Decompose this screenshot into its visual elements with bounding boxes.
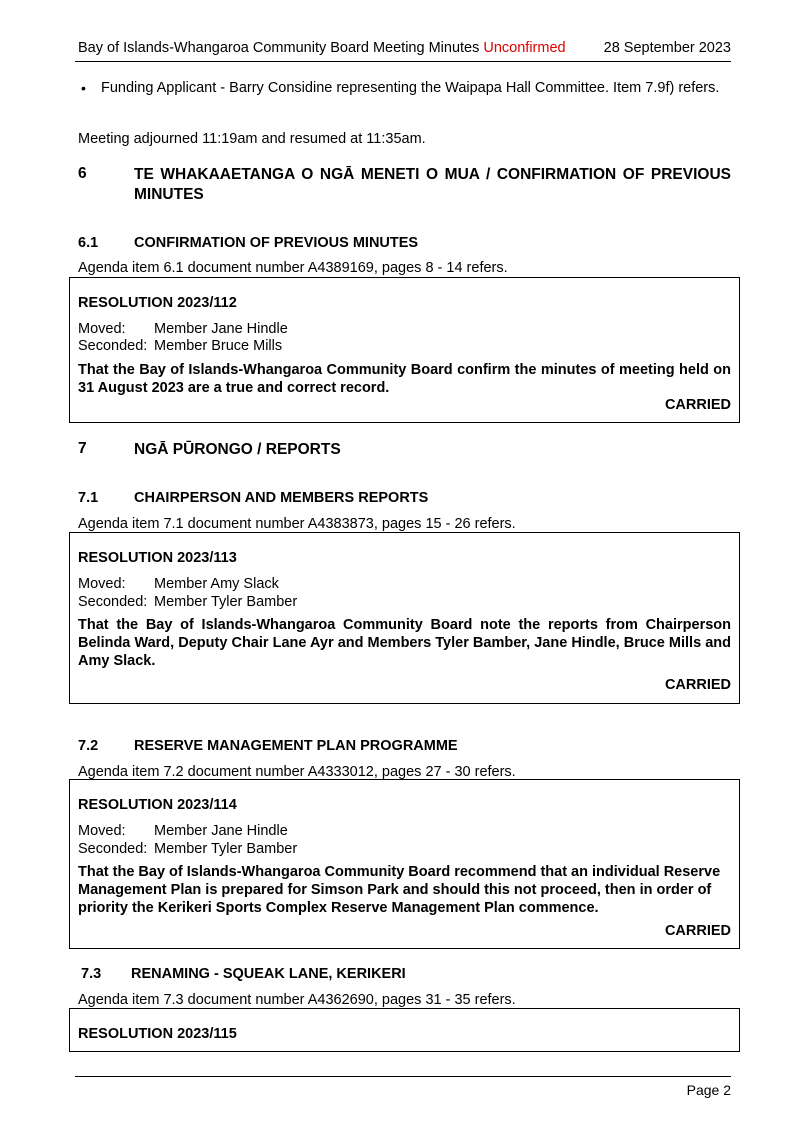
header-date: 28 September 2023 bbox=[603, 40, 731, 56]
seconded-label: Seconded: bbox=[78, 841, 148, 857]
adjourned-text: Meeting adjourned 11:19am and resumed at 11:35am. bbox=[78, 131, 426, 147]
header-meeting-name: Bay of Islands-Whangaroa Community Board Meeting Minutes bbox=[78, 40, 480, 56]
resolution-text: That the Bay of Islands-Whangaroa Community Board recommend that an individual Reserve Management Plan is prepared for Simson Park and should this not proceed, then in order of priority the Kerikeri Sports Complex Reserve Management Plan commence. bbox=[78, 864, 721, 916]
header-title bbox=[78, 40, 566, 56]
resolution-number: RESOLUTION 2023/113 bbox=[78, 550, 237, 566]
item-6-1-number: 6.1 bbox=[78, 235, 99, 251]
section-7-title: NGĀ PŪRONGO / REPORTS bbox=[134, 441, 341, 458]
item-7-2-number: 7.2 bbox=[78, 738, 99, 754]
item-7-2-agenda: Agenda item 7.2 document number A4333012, pages 27 - 30 refers. bbox=[78, 764, 516, 780]
carried-label: CARRIED bbox=[664, 397, 731, 413]
seconded-value: Member Bruce Mills bbox=[154, 338, 283, 354]
moved-value: Member Jane Hindle bbox=[154, 823, 288, 839]
item-6-1-agenda: Agenda item 6.1 document number A4389169, pages 8 - 14 refers. bbox=[78, 260, 508, 276]
unconfirmed-label: Unconfirmed bbox=[483, 40, 566, 56]
section-7-number: 7 bbox=[78, 440, 87, 457]
bullet-icon: • bbox=[81, 80, 86, 96]
seconded-value: Member Tyler Bamber bbox=[154, 594, 298, 610]
item-7-1-title: CHAIRPERSON AND MEMBERS REPORTS bbox=[134, 490, 429, 506]
item-7-3-agenda: Agenda item 7.3 document number A4362690, pages 31 - 35 refers. bbox=[78, 992, 516, 1008]
section-6-title: TE WHAKAAETANGA O NGĀ MENETI O MUA / CONFIRMATION OF PREVIOUS MINUTES bbox=[134, 166, 731, 203]
section-6-number: 6 bbox=[78, 165, 87, 182]
seconded-label: Seconded: bbox=[78, 594, 148, 610]
moved-value: Member Jane Hindle bbox=[154, 321, 288, 337]
footer-divider bbox=[75, 1076, 731, 1077]
item-7-1-agenda: Agenda item 7.1 document number A4383873, pages 15 - 26 refers. bbox=[78, 516, 516, 532]
resolution-number: RESOLUTION 2023/114 bbox=[78, 797, 237, 813]
moved-label: Moved: bbox=[78, 576, 126, 592]
page-number: Page 2 bbox=[686, 1082, 731, 1098]
resolution-text: That the Bay of Islands-Whangaroa Community Board note the reports from Chairperson Belinda Ward, Deputy Chair Lane Ayr and Members Tyler Bamber, Jane Hindle, Bruce Mills and Amy Slack. bbox=[78, 617, 731, 669]
item-7-1-number: 7.1 bbox=[78, 490, 99, 506]
item-7-3-number: 7.3 bbox=[81, 966, 102, 982]
carried-label: CARRIED bbox=[664, 677, 731, 693]
item-7-2-title: RESERVE MANAGEMENT PLAN PROGRAMME bbox=[134, 738, 458, 754]
moved-label: Moved: bbox=[78, 823, 126, 839]
moved-label: Moved: bbox=[78, 321, 126, 337]
carried-label: CARRIED bbox=[664, 923, 731, 939]
funding-applicant-text: Funding Applicant - Barry Considine representing the Waipapa Hall Committee. Item 7.9f) refers. bbox=[101, 80, 720, 96]
seconded-value: Member Tyler Bamber bbox=[154, 841, 298, 857]
resolution-text: That the Bay of Islands-Whangaroa Community Board confirm the minutes of meeting held on 31 August 2023 are a true and correct record. bbox=[78, 362, 731, 396]
seconded-label: Seconded: bbox=[78, 338, 148, 354]
moved-value: Member Amy Slack bbox=[154, 576, 279, 592]
item-6-1-title: CONFIRMATION OF PREVIOUS MINUTES bbox=[134, 235, 419, 251]
resolution-number: RESOLUTION 2023/115 bbox=[78, 1026, 237, 1042]
item-7-3-title: RENAMING - SQUEAK LANE, KERIKERI bbox=[131, 966, 406, 982]
header-divider bbox=[75, 61, 731, 62]
resolution-number: RESOLUTION 2023/112 bbox=[78, 295, 237, 311]
